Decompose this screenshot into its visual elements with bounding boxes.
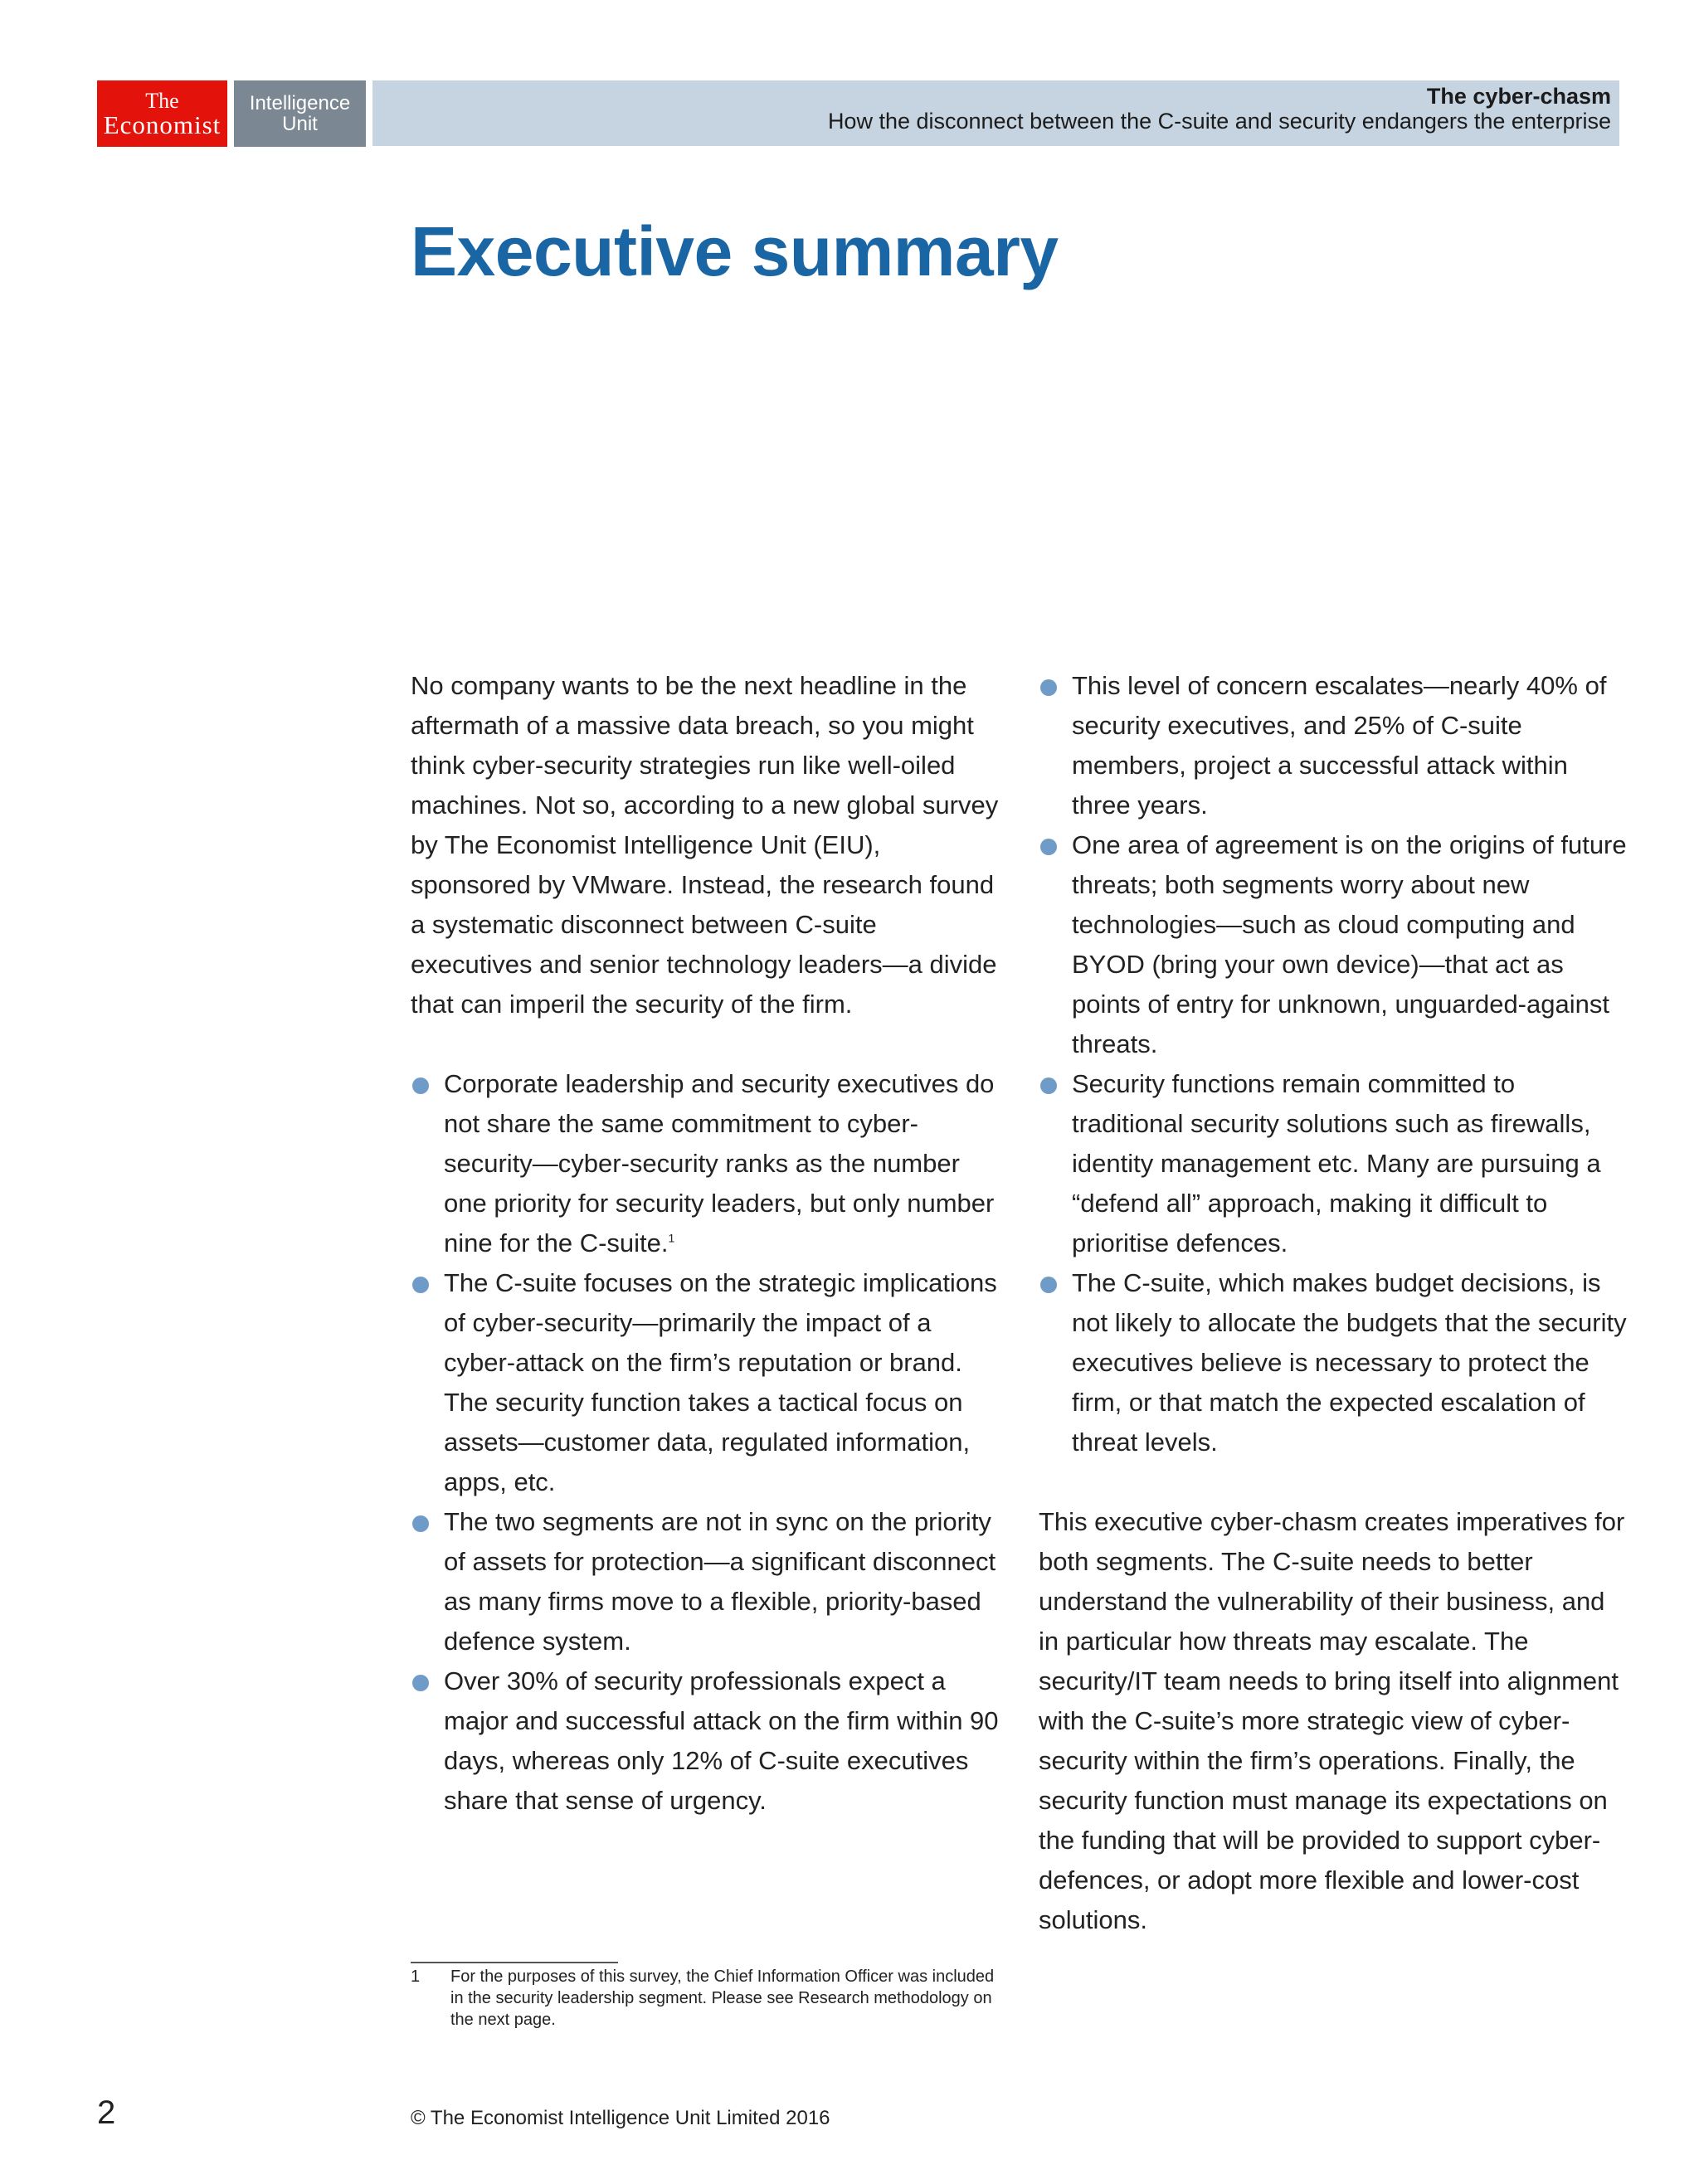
copyright: © The Economist Intelligence Unit Limited 2016 <box>411 2107 830 2129</box>
bullet-item: This level of concern escalates—nearly 40% of security executives, and 25% of C-suite members, project a successful attack within three years. <box>1039 666 1628 825</box>
report-title: The cyber-chasm <box>1426 84 1611 109</box>
closing-paragraph: This executive cyber-chasm creates imperatives for both segments. The C-suite needs to better understand the vulnerability of their business, and in particular how threats may escalate. The security/IT team needs to bring itself into alignment with the C-suite’s more strategic view of cyber-security within the firm’s operations. Finally, the security function must manage its expectations on the funding that will be provided to support cyber-defences, or adopt more flexible and lower-cost solutions. <box>1039 1507 1625 1934</box>
footnote-divider <box>411 1962 618 1963</box>
page-number: 2 <box>97 2094 116 2131</box>
report-header <box>372 80 1619 146</box>
bullet-item: The C-suite focuses on the strategic implications of cyber-security—primarily the impact of a cyber-attack on the firm’s reputation or brand. The security function takes a tactical focus on assets—customer data, regulated information, apps, etc. <box>411 1263 1000 1502</box>
economist-logo <box>97 80 227 147</box>
footnote-text: For the purposes of this survey, the Chief Information Officer was included in the security leadership segment. Please see Research methodology on the next page. <box>450 1968 995 2029</box>
logo-economist-line2: Economist <box>103 109 222 139</box>
logo-economist-line1: The <box>145 88 179 113</box>
logo-eiu-line1: Intelligence <box>249 91 351 114</box>
report-subtitle: How the disconnect between the C-suite and security endangers the enterprise <box>827 109 1611 134</box>
bullet-item: One area of agreement is on the origins of future threats; both segments worry about new technologies—such as cloud computing and BYOD (bring your own device)—that act as points of entry for unknown, unguarded-against threats. <box>1039 825 1628 1064</box>
footnote-number: 1 <box>411 1968 421 1986</box>
bullet-item: Over 30% of security professionals expect a major and successful attack on the firm within 90 days, whereas only 12% of C-suite executives share that sense of urgency. <box>411 1661 1000 1821</box>
footnote-ref: 1 <box>668 1231 675 1245</box>
intro-paragraph: No company wants to be the next headline in the aftermath of a massive data breach, so you might think cyber-security strategies run like well-oiled machines. Not so, according to a new global survey by The Economist Intelligence Unit (EIU), sponsored by VMware. Instead, the research found a systematic disconnect between C-suite executives and senior technology leaders—a divide that can imperil the security of the firm. <box>411 671 999 1019</box>
left-bullet-list <box>411 1064 1000 1821</box>
right-column <box>1039 666 1628 1940</box>
bullet-item: The C-suite, which makes budget decisions, is not likely to allocate the budgets that the security executives believe is necessary to protect the firm, or that match the expected escalation of threat levels. <box>1039 1263 1628 1462</box>
right-bullet-list <box>1039 666 1628 1462</box>
page-title: Executive summary <box>411 212 1059 290</box>
bullet-item: The two segments are not in sync on the priority of assets for protection—a significant disconnect as many firms move to a flexible, priority-based defence system. <box>411 1502 1000 1661</box>
bullet-item: Security functions remain committed to traditional security solutions such as firewalls, identity management etc. Many are pursuing a “defend all” approach, making it difficult to prioritise defences. <box>1039 1064 1628 1263</box>
footnote <box>411 1966 1008 2031</box>
bullet-item: Corporate leadership and security executives do not share the same commitment to cyber-security—cyber-security ranks as the number one priority for security leaders, but only number nine for the C-suite.$^1$ <box>411 1064 1000 1263</box>
eiu-logo <box>234 80 366 147</box>
left-column <box>411 666 1000 1821</box>
logo-eiu-line2: Unit <box>282 113 318 135</box>
